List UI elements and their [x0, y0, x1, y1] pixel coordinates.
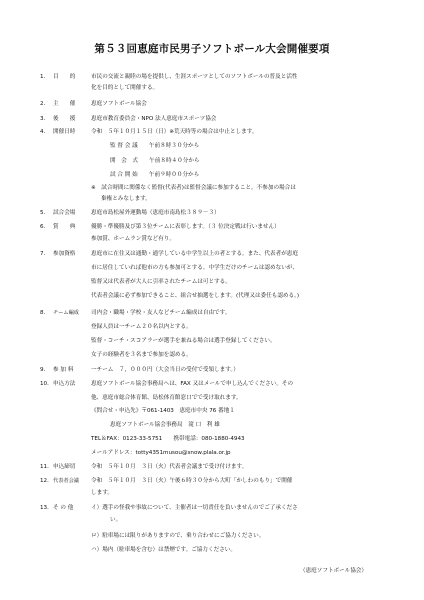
section-10-text: 他、恵庭市総合体育館、島松体育館窓口でで受け取れます。	[91, 395, 242, 401]
section-4-text: 令和 ５年１０月１５日（日）※荒天時等の場合は中止とします。	[91, 129, 258, 135]
section-8-label: チーム編成	[53, 310, 79, 316]
section-3-number: 3．	[40, 116, 50, 122]
section-5-label: 試合会場	[53, 210, 76, 216]
section-9-label: 参 加 料	[53, 367, 74, 373]
section-6-text: 優勝・準優勝及び第３位チームに表彰します。（３ 位決定戦は行いません）	[91, 224, 280, 230]
section-5-number: 5．	[40, 210, 50, 216]
schedule-opening: 開 会 式 午前８時４０分から	[110, 158, 200, 164]
section-8-text: 女子の経験者を３名まで参加を認める。	[91, 352, 192, 358]
section-1-text: 化を目的として開催する。	[91, 85, 159, 91]
section-11-text: 令和 ５年１０月 ３日（火）代表者会議まで受け付けます。	[91, 464, 248, 470]
section-7-text: 監督又は代表者が大人に引率されたチームは可とする。	[91, 279, 231, 285]
section-9-text: 一チーム ７，０００円（大会当日の受付で受領します。）	[91, 367, 239, 373]
contact-email: メールアドレス：totty4351musou@snow.plala.or.jp	[91, 450, 231, 456]
section-4-number: 4．	[40, 129, 50, 135]
section-7-number: 7．	[40, 251, 50, 257]
section-13-text: い。	[110, 517, 122, 523]
section-4-label: 開催日時	[53, 129, 76, 135]
section-12-label: 代表者会議	[53, 478, 79, 484]
section-4-note: 棄権とみなします。	[101, 196, 151, 202]
section-6-text: 参加賞、ホームラン賞など有り。	[91, 236, 175, 242]
section-10-label: 申込方法	[53, 381, 76, 387]
section-9-number: 9．	[40, 367, 50, 373]
section-3-text: 恵庭市教育委員会・NPO 法人恵庭市スポーツ協会	[91, 116, 217, 122]
section-2-number: 2．	[40, 101, 50, 107]
section-7-text: 恵庭市に在住又は通勤・通学している中学生以上の者とする。また、代表者が恵庭	[91, 251, 298, 257]
organizer-signature: （恵庭ソフトボール協会）	[299, 568, 367, 574]
section-13-text: イ）選手の怪我や事故について、主催者は一切責任を負いませんのでご了承くださ	[91, 505, 298, 511]
section-8-text: 監督・コーチ・スコアラーが選手を兼ねる場合は選手登録してください。	[91, 338, 276, 344]
section-12-number: 12．	[40, 478, 53, 484]
section-2-text: 恵庭ソフトボール協会	[91, 101, 147, 107]
section-10-text: 恵庭ソフトボール協会事務局へは、FAX 又はメールで申し込んでください。その	[91, 381, 294, 387]
section-8-number: 8．	[40, 310, 50, 316]
contact-address: 《問合せ・申込先》〒061-1403 恵庭市中央 76 番地１	[91, 408, 235, 414]
section-7-text: 代表者会議に必ず参加できること、組合せ抽選をします。(代理又は委任も認める。)	[91, 293, 300, 299]
schedule-meeting: 監 督 会 議 午前８時３０分から	[110, 143, 200, 149]
section-1-text: 市民の交流と親睦の場を提供し、生涯スポーツとしてのソフトボールの普及と活性	[91, 74, 298, 80]
section-13-text: ハ）場内（駐車場を含む）は禁煙です。ご協力ください。	[91, 547, 236, 553]
schedule-start: 試 合 開 始 午前９時００分から	[110, 172, 200, 178]
document-title: 第５３回恵庭市民男子ソフトボール大会開催要項	[94, 43, 330, 55]
section-7-label: 参加資格	[53, 251, 76, 257]
section-5-text: 恵庭市島松屋外運動場（恵庭市南島松３８９－３）	[91, 210, 220, 216]
section-13-text: ロ）駐車場には限りがありますので、乗り合わせにご協力ください。	[91, 533, 265, 539]
section-8-text: 登録人員は一チーム２０名以内とする。	[91, 324, 192, 330]
section-3-label: 後 援	[53, 116, 76, 122]
section-11-number: 11．	[40, 464, 53, 470]
section-12-text: します。	[91, 490, 113, 496]
section-6-label: 賞 典	[53, 224, 76, 230]
contact-phone: TEL＆FAX：0123-33-5751 携帯電話：080-1880-4943	[91, 436, 245, 442]
section-8-text: 司内会・職場・学校・友人などチーム編成は自由です。	[91, 310, 231, 316]
section-12-text: 令和 ５年１０月 ３日（火）午後６時３０分から大町「かしわのもり」で開催	[91, 478, 293, 484]
section-13-number: 13．	[40, 505, 53, 511]
contact-office: 恵庭ソフトボール協会事務局 滝 口 利 雄	[110, 422, 220, 428]
section-13-label: そ の 他	[53, 505, 74, 511]
section-6-number: 6．	[40, 224, 50, 230]
section-11-label: 申込締切	[53, 464, 76, 470]
section-2-label: 主 催	[53, 101, 76, 107]
section-7-text: 市に居住していれば他市の方も参加可とする。中学生だけのチームは認めないが、	[91, 265, 298, 271]
section-1-number: 1．	[40, 74, 50, 80]
section-10-number: 10．	[40, 381, 53, 387]
section-4-note: ※ 試合時間に関係なく監督(代表者)は監督会議に参加すること。不参加の場合は	[91, 185, 296, 191]
section-1-label: 目 的	[53, 74, 76, 80]
